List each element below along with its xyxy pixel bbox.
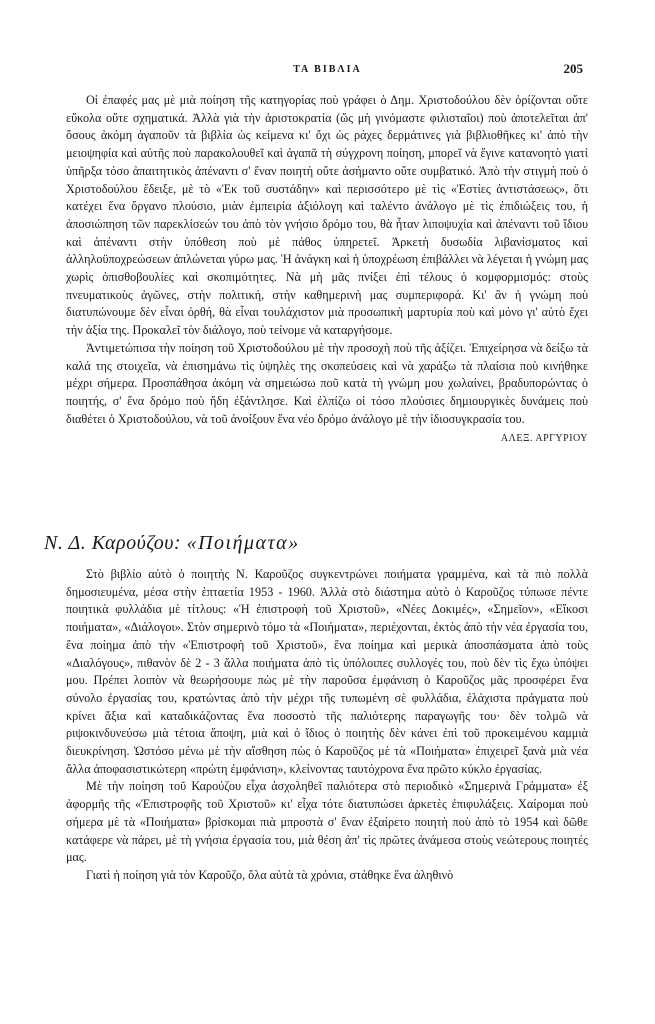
body-paragraph: Ἀντιμετώπισα τὴν ποίηση τοῦ Χριστοδούλου μὲ τὴν προσοχὴ ποὺ τῆς ἀξίζει. Ἐπιχείρησα νὰ δείξω τὰ καλά της στοιχεῖα, νὰ ἐπισημάνω τὶς ὑψηλὲς της σκοπεύσεις καὶ νὰ χαράξω τὰ πλαίσια ποὺ κινήθηκε μέχρι σήμερα. Προσπάθησα ἀκόμη νὰ σημειώσω ποῦ κατὰ τὴ γνώμη μου χωλαίνει, βραδυπορώντας ὁ ποιητής, σ' ἕνα δρόμο ποὺ ἤδη ἐξάντλησε. Καὶ ἐλπίζω οἱ τόσο πλούσιες δημιουργικὲς δυνάμεις ποὺ διαθέτει ὁ Χριστοδούλου, νὰ τοῦ ἀνοίξουν ἕνα νέο δρόμο ἀνάλογο μὲ τὴν ἰδιοσυγκρασία του.: [66, 340, 588, 426]
body-paragraph: Οἱ ἐπαφές μας μὲ μιὰ ποίηση τῆς κατηγορίας ποὺ γράφει ὁ Δημ. Χριστοδούλου δὲν ὁρίζονται οὔτε εὔκολα οὔτε σχηματικά. Ἀλλὰ γιὰ τὴν ἀριστοκρατία (ὥς μὴ γινόμαστε φιλισταῖοι) ποὺ ἀποτελεῖται ἀπ' ὅσους ἀκόμη ἀγαποῦν τὰ βιβλία ὡς κείμενα κι' ὄχι ὡς ράχες δερμάτινες γιὰ βιβλιοθῆκες κι' ἀπὸ τὴν μειοψηφία καὶ αὐτῆς ποὺ παρακολουθεῖ καὶ ἀγαπᾶ τὴ σύγχρονη ποίηση, μπορεῖ νὰ ἔγινε κατανοητὸ γιατί ὑπῆρξα τόσο ἀπαιτητικὸς ἀπέναντι σ' ἕναν ποιητὴ οὔτε ἀσήμαντο οὔτε συμβατικό. Ἀπὸ τὴν στιγμὴ ποὺ ὁ Χριστοδούλου ἔδειξε, μὲ τὸ «Ἐκ τοῦ συστάδην» καὶ περισσότερο μὲ τὶς «Ἑστίες ἀντιστάσεως», ὅτι κατέχει ἕνα ὄργανο πλούσιο, μιὰν ἐμπειρία ἀξιόλογη καὶ ταλέντο ἀνάλογο μὲ τὶς ἐπιδιώξεις του, ἡ ἀποσιώπηση τῶν παρεκλίσεών του ἀπὸ τὸν γνήσιο δρόμο του, θὰ ἦταν λιποψυχία καὶ ἀπέναντι τοῦ ἴδιου καὶ ἀπέναντι στὴν ὑπόθεση ποὺ μὲ πάθος ὑπηρετεῖ. Ἀρκετὴ δυσωδία λιβανίσματος καὶ ἀλληλοϋποχρεώσεων ἁπλώνεται γύρω μας. Ἡ ἀνάγκη καὶ ἡ ὑποχρέωση ἐπιβάλλει νὰ λέγεται ἡ γνώμη μας χωρὶς ὀπισθοβουλίες καὶ σκοπιμότητες. Νὰ μὴ μᾶς πνίξει ἐπὶ τέλους ὁ κομφορμισμός: στοὺς πνευματικοὺς ἀγῶνες, στὴν πολιτική, στὴν καθημερινὴ μας συμπεριφορά. Κι' ἂν ἡ γνώμη ποὺ διατυπώνουμε δὲν εἶναι ὀρθή, θὰ εἶναι τουλάχιστον μιὰ προσωπικὴ μαρτυρία ποὺ καὶ μόνο γι' αὐτὸ ἔχει τὴν ἀξία της. Προκαλεῖ τὸν διάλογο, ποὺ τείνομε νὰ καταργήσομε.: [66, 93, 588, 338]
review-heading: [44, 532, 300, 555]
review-karouzos: [66, 566, 588, 885]
heading-book-title: «Ποιήματα»: [186, 532, 300, 554]
running-head: ΤΑ ΒΙΒΛΙΑ: [293, 64, 362, 75]
body-paragraph: Στὸ βιβλίο αὐτὸ ὁ ποιητὴς Ν. Καροῦζος συγκεντρώνει ποιήματα γραμμένα, καὶ τὰ πιὸ πολλὰ δημοσιευμένα, μέσα στὴν ἑπταετία 1953 - 1960. Ἀλλὰ στὸ διάστημα αὐτὸ ὁ Καροῦζος τύπωσε πέντε ποιητικὰ φυλλάδια μὲ τίτλους: «Ἡ ἐπιστροφὴ τοῦ Χριστοῦ», «Νέες Δοκιμές», «Σημεῖον», «Εἴκοσι ποιήματα», «Διάλογοι». Στὸν σημερινὸ τόμο τὰ «Ποιήματα», περιέχονται, ἐκτὸς ἀπὸ τὴν νέα ἐργασία του, ἕνα ποίημα ἀπὸ τὴν «Ἐπιστροφὴ τοῦ Χριστοῦ», ἕνα ποίημα καὶ μερικὰ ἀποσπάσματα ἀπὸ τοὺς «Διαλόγους», πιθανὸν δὲ 2 - 3 ἄλλα ποιήματα ἀπὸ τὶς ὑπόλοιπες συλλογές του, ποὺ δὲν τὶς ἔχω ὑπόψει μου. Πρέπει λοιπὸν νὰ θεωρήσουμε πὼς μὲ τὴν παροῦσα ἐμφάνιση ὁ Καροῦζος μᾶς προσφέρει ἕνα σύνολο ἐργασίας του, κρατώντας ἀπὸ τὴν μέχρι τῆς τυπωμένη σὲ φυλλάδια, ἐλάχιστα πράγματα ποὺ κρίνει ἄξια καὶ καταδικάζοντας ἕνα ποσοστὸ τῆς παλιότερης παραγωγῆς του· δὲν τολμῶ νὰ ριψοκινδυνεύσω μιὰ τέτοια ἄποψη, μιὰ καὶ ὁ ἴδιος ὁ ποιητὴς δὲν κάνει ἐπὶ τοῦ προκειμένου καμμιὰ διευκρίνηση. Ὡστόσο μένω μὲ τὴν αἴσθηση πὼς ὁ Καροῦζος μὲ τὰ «Ποιήματα» ἐπιχειρεῖ ξανὰ μιὰ νέα ἄλλα ἀποφασιστικώτερη «πρώτη ἐμφάνιση», κλείνοντας ταυτόχρονα ἕνα πρῶτο κύκλο ἐργασίας.: [66, 567, 588, 776]
heading-author: Ν. Δ. Καρούζου:: [44, 532, 182, 554]
page-number: 205: [563, 61, 583, 76]
body-paragraph: Μὲ τὴν ποίηση τοῦ Καρούζου εἶχα ἀσχοληθεῖ παλιότερα στὸ περιοδικὸ «Σημερινὰ Γράμματα» ἐξ ἀφορμῆς τῆς «Ἐπιστροφῆς τοῦ Χριστοῦ» κι' εἶχα τότε διατυπώσει ἀρκετὲς ἐπιφυλάξεις. Χαίρομαι ποὺ σήμερα μὲ τὰ «Ποιήματα» βρίσκομαι πιὰ μπροστὰ σ' ἕναν ἐξαίρετο ποιητὴ ποὺ ἀπὸ τὸ 1954 καὶ δῶθε κατάφερε νὰ πάρει, μὲ τὴ γνήσια ἐργασία του, μιὰ θέση ἀπ' τὶς πρῶτες ἀνάμεσα στοὺς νεώτερους ποιητές μας.: [66, 779, 588, 865]
body-paragraph: Γιατὶ ἡ ποίηση γιὰ τὸν Καροῦζο, ὅλα αὐτὰ τὰ χρόνια, στάθηκε ἕνα ἀληθινὸ: [86, 867, 454, 882]
review-christodoulou: [66, 92, 588, 448]
author-signature: ΑΛΕΞ. ΑΡΓΥΡΙΟΥ: [500, 433, 588, 445]
